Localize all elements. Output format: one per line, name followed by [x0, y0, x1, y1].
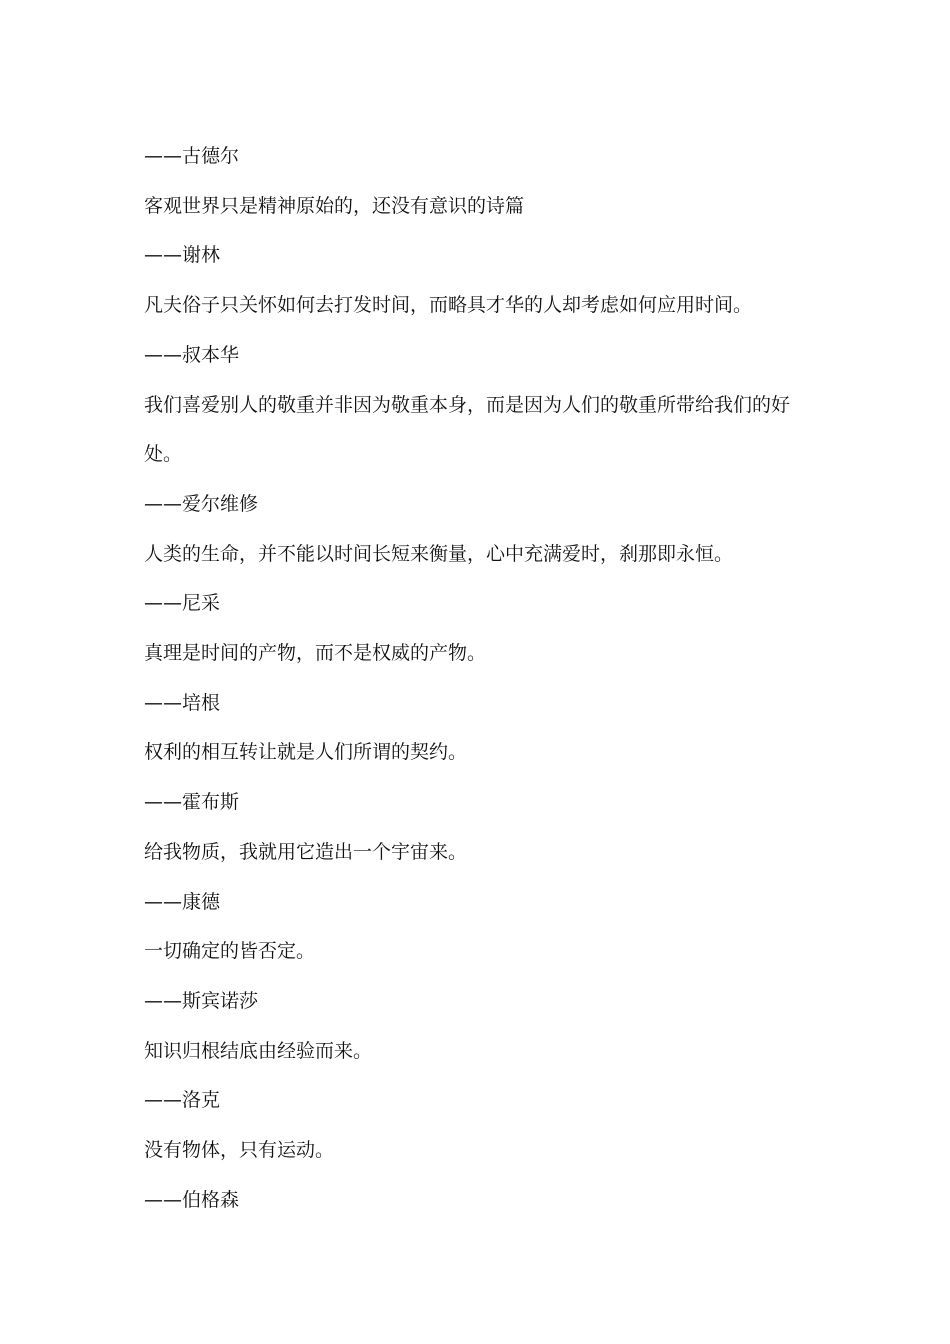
- quote-line: 知识归根结底由经验而来。: [144, 1039, 373, 1062]
- attribution-line: ——康德: [144, 890, 221, 913]
- attribution-line: ——伯格森: [144, 1188, 240, 1211]
- attribution-line: ——古德尔: [144, 145, 240, 167]
- attribution-line: ——爱尔维修: [144, 492, 259, 515]
- document-body: [144, 132, 814, 1225]
- attribution-line: ——霍布斯: [144, 791, 240, 814]
- attribution-line: ——培根: [144, 691, 221, 714]
- attribution-line: ——洛克: [144, 1089, 221, 1112]
- attribution-line: ——谢林: [144, 244, 221, 267]
- quote-line: 给我物质，我就用它造出一个宇宙来。: [144, 840, 468, 863]
- quote-line: 没有物体，只有运动。: [144, 1139, 335, 1162]
- quote-line: 真理是时间的产物，而不是权威的产物。: [144, 642, 487, 665]
- quote-line: 人类的生命，并不能以时间长短来衡量，心中充满爱时，刹那即永恒。: [144, 542, 734, 565]
- quote-line: 客观世界只是精神原始的，还没有意识的诗篇: [144, 194, 525, 217]
- quote-line: 权利的相互转让就是人们所谓的契约。: [144, 741, 468, 764]
- attribution-line: ——斯宾诺莎: [144, 989, 259, 1012]
- quote-line: 凡夫俗子只关怀如何去打发时间，而略具才华的人却考虑如何应用时间。: [144, 294, 753, 317]
- quote-line-continuation: 处。: [144, 443, 183, 466]
- attribution-line: ——尼采: [144, 592, 221, 615]
- quote-line: 一切确定的皆否定。: [144, 940, 316, 963]
- attribution-line: ——叔本华: [144, 343, 240, 366]
- quote-line: 我们喜爱别人的敬重并非因为敬重本身，而是因为人们的敬重所带给我们的好: [144, 393, 791, 416]
